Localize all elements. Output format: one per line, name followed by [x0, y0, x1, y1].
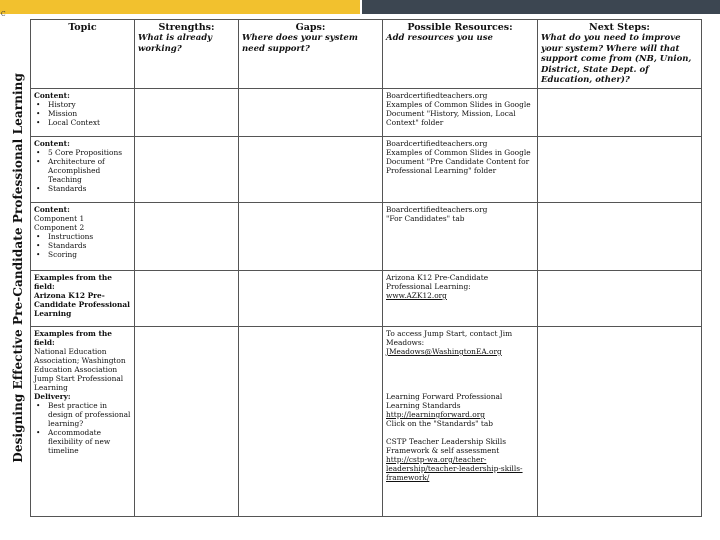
resource-link[interactable]: www.AZK12.org [386, 291, 447, 300]
list-item: • 5 Core Propositions [48, 148, 131, 157]
topic-cell [31, 89, 135, 137]
gaps-cell[interactable] [239, 327, 383, 517]
resource-text: Learning Forward Professional Learning Standards [386, 392, 503, 410]
spacer [386, 428, 534, 437]
planning-table [30, 19, 702, 517]
header-strengths-label: Strengths: [158, 22, 215, 33]
strengths-cell[interactable] [135, 137, 239, 203]
resource-text: Boardcertifiedteachers.org [386, 139, 488, 148]
header-resources-question: Add resources you use [386, 33, 493, 43]
corner-mark: C [1, 11, 6, 18]
table-row [31, 271, 702, 327]
header-topic [31, 20, 135, 89]
header-strengths [135, 20, 239, 89]
resource-text: Boardcertifiedteachers.org [386, 91, 488, 100]
topic-cell [31, 271, 135, 327]
resources-cell [383, 137, 538, 203]
topic-title: Content: [34, 205, 70, 214]
strengths-cell[interactable] [135, 327, 239, 517]
resource-text: Boardcertifiedteachers.org [386, 205, 488, 214]
topic-title: Content: [34, 91, 70, 100]
gaps-cell[interactable] [239, 89, 383, 137]
side-title [8, 20, 28, 515]
topic-bullets [34, 148, 131, 193]
side-title-text: Designing Effective Pre-Candidate Professional Learning [11, 72, 25, 463]
topic-cell [31, 137, 135, 203]
resource-text: To access Jump Start, contact Jim Meadows: [386, 329, 513, 347]
topic-body: National Education Association; Washington Education Association Jump Start Professional Learning [34, 347, 126, 392]
header-strengths-question: What is already working? [138, 33, 213, 54]
resource-text: Examples of Common Slides in Google Document "Pre Candidate Content for Professional Learning" folder [386, 148, 531, 175]
table-row [31, 203, 702, 271]
list-item: • Standards [48, 184, 131, 193]
resources-cell [383, 327, 538, 517]
header-row [31, 20, 702, 89]
resources-cell [383, 203, 538, 271]
resource-text: CSTP Teacher Leadership Skills Framework & self assessment [386, 437, 507, 455]
header-accent-bar [0, 0, 360, 14]
header-resources-label: Possible Resources: [407, 22, 513, 33]
header-gaps-label: Gaps: [295, 22, 326, 33]
resources-cell [383, 271, 538, 327]
resource-text: Click on the "Standards" tab [386, 419, 494, 428]
next-steps-cell[interactable] [538, 327, 702, 517]
topic-bullets [34, 232, 131, 259]
list-item: • Best practice in design of professional learning? [48, 401, 131, 428]
topic-title: Examples from the field: [34, 329, 112, 347]
table-row [31, 89, 702, 137]
resources-cell [383, 89, 538, 137]
resource-link[interactable]: http://learningforward.org [386, 410, 485, 419]
list-item: • Architecture of Accomplished Teaching [48, 157, 131, 184]
gaps-cell[interactable] [239, 203, 383, 271]
next-steps-cell[interactable] [538, 271, 702, 327]
component-label: Component 2 [34, 223, 85, 232]
topic-title: Delivery: [34, 392, 71, 401]
topic-bullets [34, 401, 131, 455]
strengths-cell[interactable] [135, 203, 239, 271]
list-item: • Instructions [48, 232, 131, 241]
header-topic-label: Topic [68, 22, 97, 33]
spacer [386, 365, 534, 374]
header-gaps-question: Where does your system need support? [242, 33, 358, 54]
topic-body: Arizona K12 Pre-Candidate Professional Learning [34, 291, 130, 318]
list-item: • Accommodate flexibility of new timeline [48, 428, 131, 455]
header-resources [383, 20, 538, 89]
component-label: Component 1 [34, 214, 85, 223]
header-gaps [239, 20, 383, 89]
topic-title: Content: [34, 139, 70, 148]
header-next-steps [538, 20, 702, 89]
topic-cell [31, 203, 135, 271]
gaps-cell[interactable] [239, 137, 383, 203]
list-item: • Mission [48, 109, 131, 118]
header-dark-bar [362, 0, 720, 14]
strengths-cell[interactable] [135, 89, 239, 137]
topic-cell [31, 327, 135, 517]
header-next-steps-label: Next Steps: [589, 22, 650, 33]
resource-text: "For Candidates" tab [386, 214, 465, 223]
topic-bullets [34, 100, 131, 127]
spacer [386, 374, 534, 383]
next-steps-cell[interactable] [538, 203, 702, 271]
next-steps-cell[interactable] [538, 89, 702, 137]
list-item: • Scoring [48, 250, 131, 259]
header-next-steps-question: What do you need to improve your system? Where will that support come from (NB, Union, District, State Dept. of Education, other)? [541, 33, 692, 85]
spacer [386, 383, 534, 392]
resource-link[interactable]: http://cstp-wa.org/teacher-leadership/teacher-leadership-skills-framework/ [386, 455, 523, 482]
list-item: • Local Context [48, 118, 131, 127]
list-item: • Standards [48, 241, 131, 250]
table-row [31, 327, 702, 517]
next-steps-cell[interactable] [538, 137, 702, 203]
strengths-cell[interactable] [135, 271, 239, 327]
resource-text: Examples of Common Slides in Google Document "History, Mission, Local Context" folder [386, 100, 531, 127]
list-item: • History [48, 100, 131, 109]
table-row [31, 137, 702, 203]
resource-link[interactable]: JMeadows@WashingtonEA.org [386, 347, 502, 356]
resource-text: Arizona K12 Pre-Candidate Professional Learning: [386, 273, 489, 291]
spacer [386, 356, 534, 365]
gaps-cell[interactable] [239, 271, 383, 327]
topic-title: Examples from the field: [34, 273, 112, 291]
